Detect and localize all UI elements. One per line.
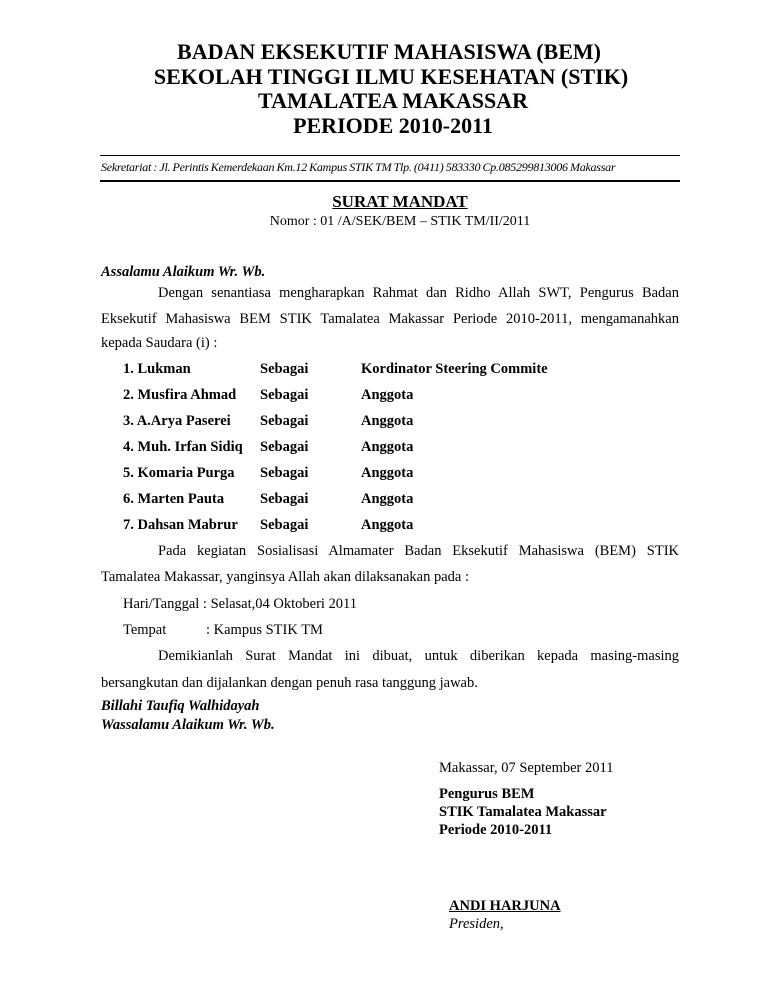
member-role: Sebagai [260, 491, 309, 507]
member-name: 2. Musfira Ahmad [123, 387, 237, 403]
member-role: Sebagai [260, 465, 309, 481]
list-item [123, 387, 603, 413]
farewell-line-1: Billahi Taufiq Walhidayah [101, 698, 260, 714]
intro-line-2: Eksekutif Mahasiswa BEM STIK Tamalatea Makassar Periode 2010-2011, mengamanahkan [101, 311, 679, 327]
member-name: 3. A.Arya Paserei [123, 413, 231, 429]
event-date: Hari/Tanggal : Selasat,04 Oktoberi 2011 [123, 596, 358, 612]
signer-title: Presiden, [449, 916, 504, 932]
letterhead-line-4: PERIODE 2010-2011 [293, 112, 493, 138]
intro-line-3: kepada Saudara (i) : [101, 335, 218, 351]
list-item [123, 517, 603, 543]
signature-place-date: Makassar, 07 September 2011 [439, 760, 614, 776]
letterhead-line-2: SEKOLAH TINGGI ILMU KESEHATAN (STIK) [153, 63, 629, 89]
event-place-label: Tempat [123, 622, 167, 638]
letter-title-text: SURAT MANDAT [332, 192, 468, 211]
signature-org-line-1: Pengurus BEM [439, 786, 535, 802]
list-item [123, 491, 603, 517]
farewell-line-2: Wassalamu Alaikum Wr. Wb. [101, 717, 275, 733]
letter-number-text: Nomor : 01 /A/SEK/BEM – STIK TM/II/2011 [269, 214, 531, 229]
member-role: Sebagai [260, 361, 309, 377]
member-role: Sebagai [260, 517, 309, 533]
secretariat-address: Sekretariat : Jl. Perintis Kemerdekaan Km.12 Kampus STIK TM Tlp. (0411) 583330 Cp.085299813006 Makassar [101, 160, 616, 174]
member-name: 1. Lukman [123, 361, 191, 377]
signature-org-line-2: STIK Tamalatea Makassar [439, 804, 607, 820]
intro-line-1: Dengan senantiasa mengharapkan Rahmat dan Ridho Allah SWT, Pengurus Badan [158, 285, 679, 301]
member-position: Anggota [361, 491, 414, 507]
member-role: Sebagai [260, 387, 309, 403]
member-name: 6. Marten Pauta [123, 491, 225, 507]
member-position: Anggota [361, 413, 414, 429]
signature-org-line-3: Periode 2010-2011 [439, 822, 553, 838]
member-position: Anggota [361, 387, 414, 403]
member-role: Sebagai [260, 413, 309, 429]
member-name: 5. Komaria Purga [123, 465, 235, 481]
event-line-2: Tamalatea Makassar, yanginsya Allah akan dilaksanakan pada : [101, 569, 470, 585]
letterhead-line-1: BADAN EKSEKUTIF MAHASISWA (BEM) [177, 39, 601, 64]
list-item [123, 413, 603, 439]
member-name: 7. Dahsan Mabrur [123, 517, 238, 533]
member-position: Kordinator Steering Commite [361, 361, 548, 377]
list-item [123, 465, 603, 491]
signer-name: ANDI HARJUNA [449, 898, 561, 914]
member-position: Anggota [361, 517, 414, 533]
member-position: Anggota [361, 465, 414, 481]
list-item [123, 439, 603, 465]
letterhead-line-3: TAMALATEA MAKASSAR [258, 88, 528, 113]
member-list [123, 361, 603, 543]
letter-title [0, 192, 768, 212]
letterhead-rule-bottom [100, 180, 680, 182]
closing-line-2: bersangkutan dan dijalankan dengan penuh rasa tanggung jawab. [101, 675, 478, 691]
closing-line-1: Demikianlah Surat Mandat ini dibuat, untuk diberikan kepada masing-masing [158, 648, 679, 664]
member-role: Sebagai [260, 439, 309, 455]
event-line-1: Pada kegiatan Sosialisasi Almamater Badan Eksekutif Mahasiswa (BEM) STIK [158, 543, 679, 559]
greeting: Assalamu Alaikum Wr. Wb. [101, 264, 266, 280]
letterhead [0, 40, 768, 138]
event-place-value: : Kampus STIK TM [206, 622, 323, 638]
letter-number [0, 214, 768, 230]
member-position: Anggota [361, 439, 414, 455]
letterhead-rule-top [100, 155, 680, 156]
member-name: 4. Muh. Irfan Sidiq [123, 439, 243, 455]
list-item [123, 361, 603, 387]
